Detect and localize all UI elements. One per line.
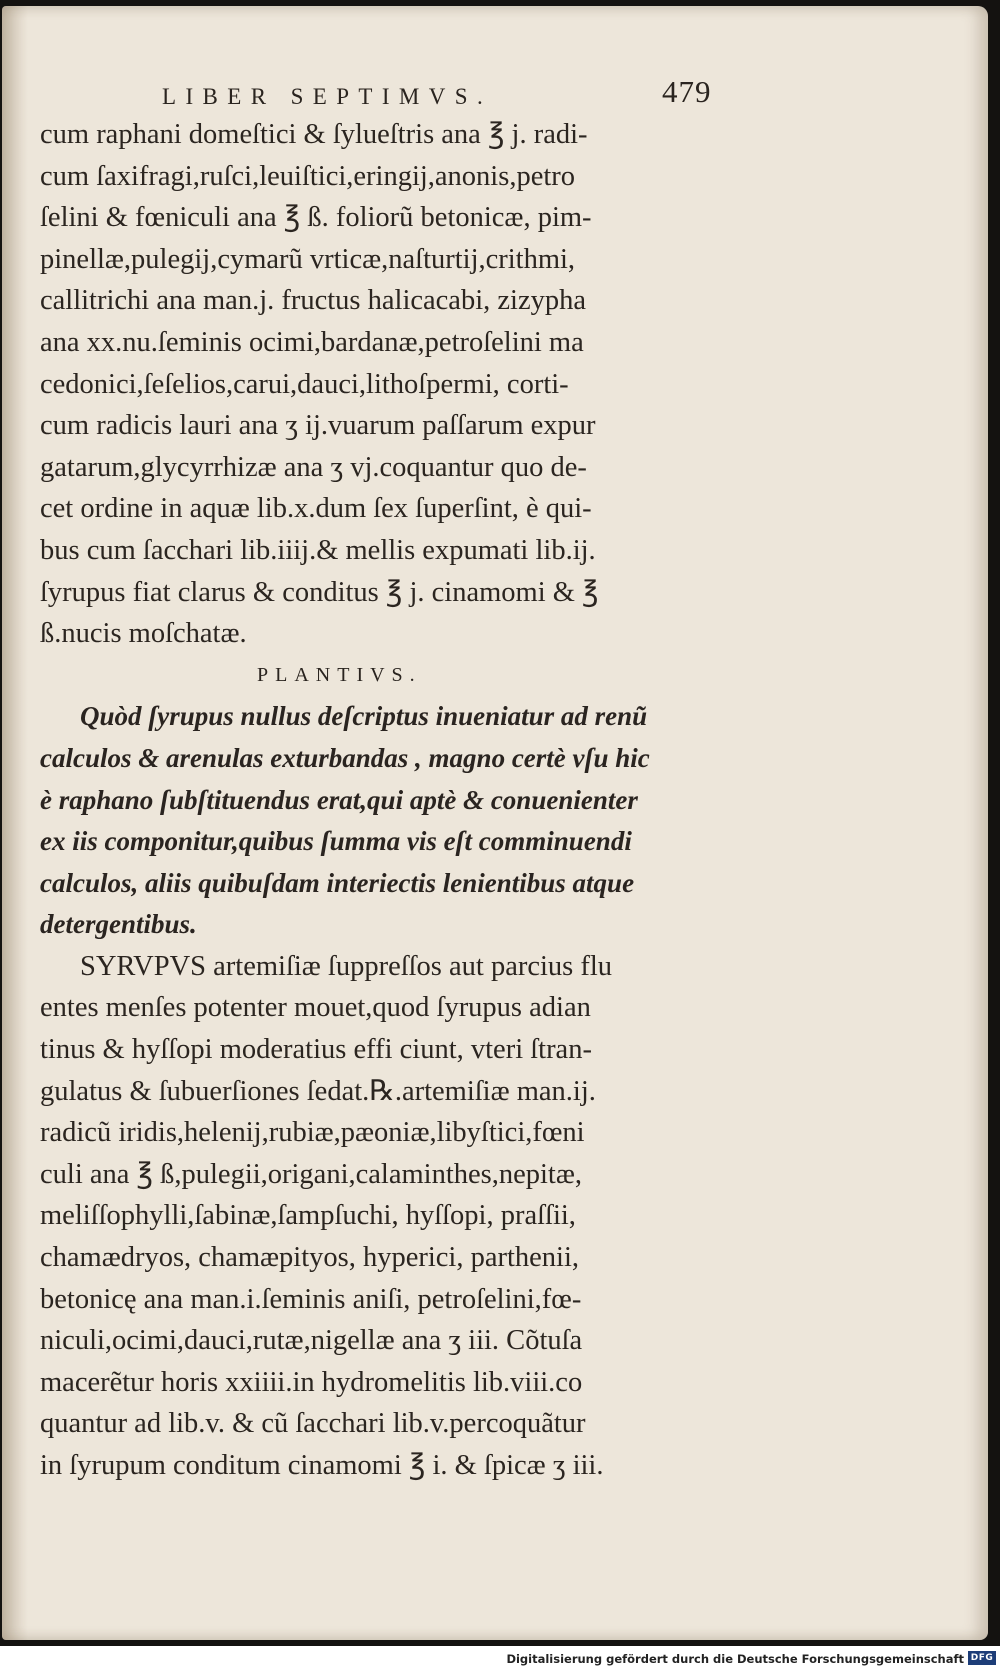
paragraph-line: SYRVPVS artemiſiæ ſuppreſſos aut parcius flu [80,950,613,982]
paragraph-line: tinus & hyſſopi moderatius effi ciunt, vteri ſtran- [40,1034,592,1066]
italic-line: detergentibus. [40,909,197,940]
text-line: ſelini & fœniculi ana ℥ ß. foliorũ betonicæ, pim- [40,202,592,234]
italic-line: ex iis componitur,quibus ſumma vis eſt comminuendi [40,826,632,857]
text-line: gatarum,glycyrrhizæ ana ʒ vj.coquantur quo de- [40,451,587,483]
paragraph-line: in ſyrupum conditum cinamomi ℥ i. & ſpicæ ʒ iii. [40,1450,604,1481]
paragraph-line: gulatus & ſubuerſiones ſedat.℞.artemiſiæ man.ij. [40,1075,596,1107]
italic-line: calculos, aliis quibuſdam interiectis lenientibus atque [40,867,635,898]
text-line: ana xx.nu.ſeminis ocimi,bardanæ,petroſelini ma [40,326,584,358]
running-head [40,64,740,114]
text-line: cum ſaxifragi,ruſci,leuiſtici,eringij,anonis,petro [40,160,576,192]
paragraph-line: meliſſophylli,ſabinæ,ſampſuchi, hyſſopi, praſſii, [40,1200,576,1232]
text-lines-second-paragraph [40,946,740,1487]
footer-bar [0,1646,1000,1670]
italic-line: Quòd ſyrupus nullus deſcriptus inueniatur ad renũ [80,701,648,732]
paragraph-line: quantur ad lib.v. & cũ ſacchari lib.v.percoquãtur [40,1408,586,1440]
gutter-shadow [2,6,28,1640]
paragraph-line: chamædryos, chamæpityos, hyperici, parthenii, [40,1242,580,1274]
text-line: cet ordine in aquæ lib.x.dum ſex ſuperſint, è qui- [40,493,592,525]
paragraph-line: niculi,ocimi,dauci,rutæ,nigellæ ana ʒ iii. Cõtuſa [40,1325,583,1357]
text-line: ß.nucis moſchatæ. [40,618,247,650]
paragraph-line: macerẽtur horis xxiiii.in hydromelitis lib.viii.co [40,1366,583,1398]
text-line: bus cum ſacchari lib.iiij.& mellis expumati lib.ij. [40,534,596,566]
italic-line: è raphano ſubſtituendus erat,qui aptè & conuenienter [40,784,638,815]
paragraph-line: culi ana ℥ ß,pulegii,origani,calaminthes,nepitæ, [40,1158,582,1190]
section-heading: PLANTIVS. [257,663,422,686]
text-line: cum raphani domeſtici & ſylueſtris ana ℥ j. radi- [40,119,588,150]
paragraph-line: radicũ iridis,helenij,rubiæ,pæoniæ,libyſtici,fœni [40,1117,585,1149]
text-lines-first-paragraph [40,114,740,655]
text-line: cedonici,ſeſelios,carui,dauci,lithoſpermi, corti- [40,368,569,400]
text-line: ſyrupus fiat clarus & conditus ℥ j. cinamomi & ℥ [40,576,599,608]
text-line: pinellæ,pulegij,cymarũ vrticæ,naſturtij,crithmi, [40,243,576,275]
paragraph-line: entes menſes potenter mouet,quod ſyrupus adian [40,992,591,1024]
italic-line: calculos & arenulas exturbandas , magno certè vſu hic [40,742,650,773]
running-head-title: LIBER SEPTIMVS. [162,84,493,109]
text-line: callitrichi ana man.j. fructus halicacabi, zizypha [40,285,586,317]
paragraph-line: betonicę ana man.i.ſeminis aniſi, petroſelini,fœ- [40,1283,582,1315]
page-number: 479 [662,74,712,109]
dfg-credit-text: Digitalisierung gefördert durch die Deutsche Forschungsgemeinschaft [506,1652,964,1666]
italic-commentary [40,696,740,946]
dfg-logo: DFG [968,1651,996,1665]
text-block [40,64,740,1487]
text-line: cum radicis lauri ana ʒ ij.vuarum paſſarum expur [40,410,596,442]
